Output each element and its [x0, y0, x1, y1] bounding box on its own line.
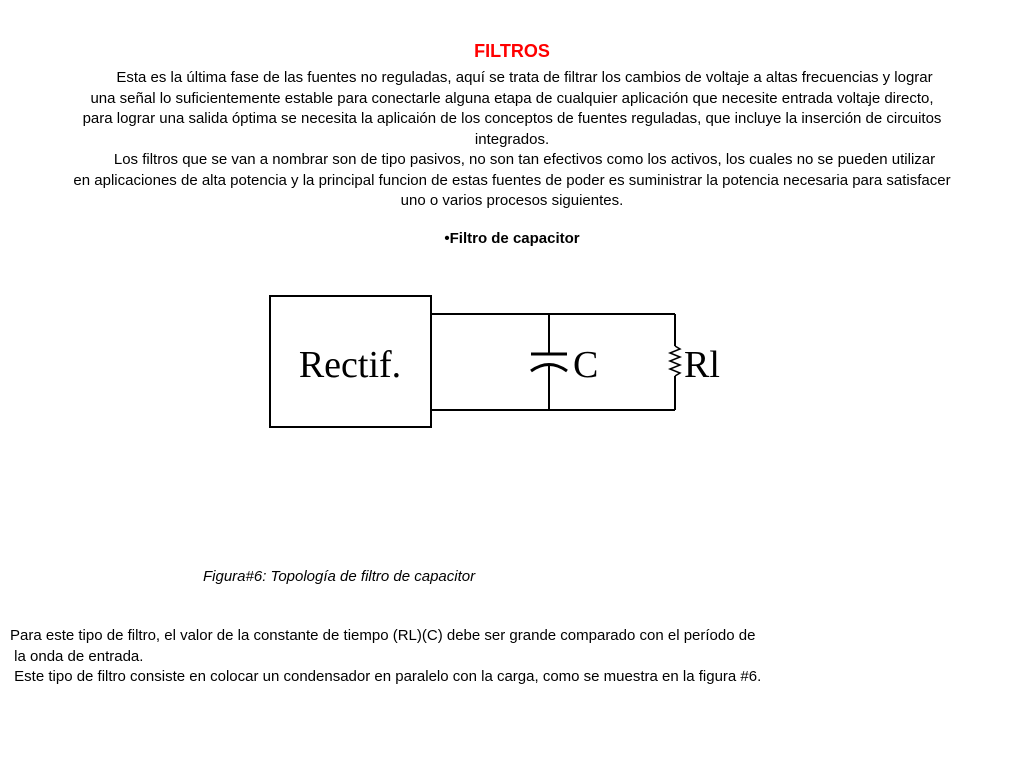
intro-line-3: para lograr una salida óptima se necesita la aplicaión de los conceptos de fuentes reguladas, que incluye la inserción de circuitos	[82, 110, 942, 127]
capacitor-label: C	[573, 344, 599, 386]
bottom-line-2: la onda de entrada.	[10, 648, 144, 665]
second-line-3: uno o varios procesos siguientes.	[400, 192, 624, 209]
second-line-1: Los filtros que se van a nombrar son de tipo pasivos, no son tan efectivos como los activos, los cuales no se pueden utilizar	[88, 151, 936, 168]
page-title: FILTROS	[474, 41, 550, 61]
intro-line-4: integrados.	[474, 130, 550, 148]
rectifier-label: Rectif.	[298, 344, 402, 386]
bottom-line-1: Para este tipo de filtro, el valor de la constante de tiempo (RL)(C) debe ser grande comparado con el período de	[10, 627, 756, 644]
bottom-line-3: Este tipo de filtro consiste en colocar un condensador en paralelo con la carga, como se muestra en la figura #6.	[10, 668, 762, 685]
intro-line-1: Esta es la última fase de las fuentes no reguladas, aquí se trata de filtrar los cambios de voltaje a altas frecuencias y lograr	[91, 69, 933, 86]
intro-line-2: una señal lo suficientemente estable para conectarle alguna etapa de cualquier aplicación que necesite entrada voltaje directo,	[90, 89, 934, 107]
resistor-zigzag	[670, 346, 680, 376]
bullet-icon: •	[444, 230, 450, 247]
second-line-2: en aplicaciones de alta potencia y la principal funcion de estas fuentes de poder es suministrar la potencia necesaria para satisfacer	[73, 171, 951, 189]
resistor-label: Rl	[684, 344, 720, 386]
figure-caption: Figura#6: Topología de filtro de capacitor	[203, 568, 476, 585]
section-heading-text: Filtro de capacitor	[449, 230, 580, 247]
